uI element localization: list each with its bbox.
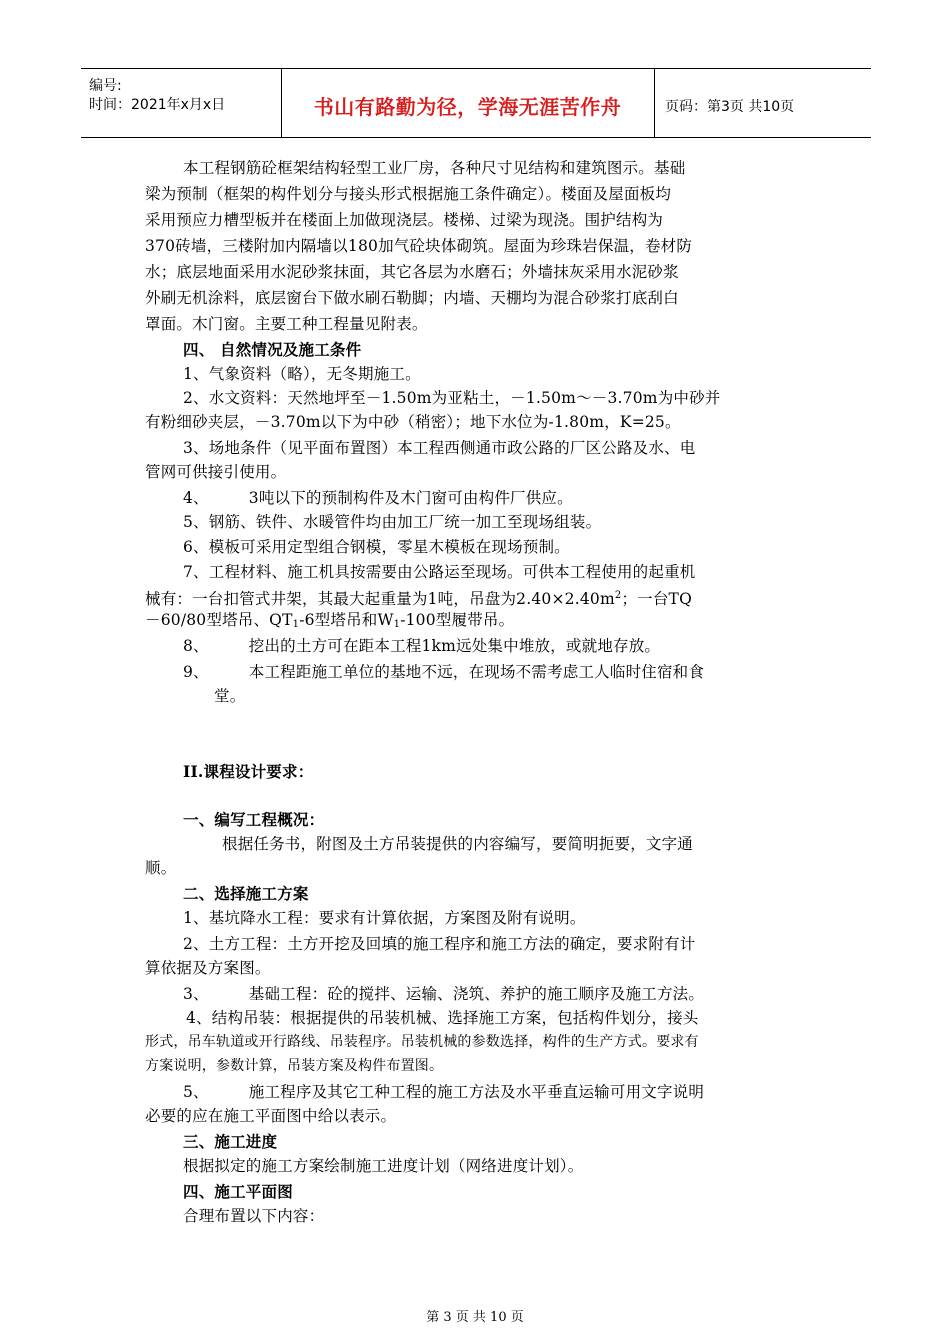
page-footer: 第 3 页 共 10 页 (426, 1310, 524, 1325)
header-page-label: 页码：第3页 共10页 (665, 99, 795, 115)
paragraph-line: 本工程钢筋砼框架结构轻型工业厂房，各种尺寸见结构和建筑图示。基础 (183, 159, 686, 177)
list-item-continuation (145, 608, 514, 637)
list-text: 基础工程：砼的搅拌、运输、浇筑、养护的施工顺序及施工方法。 (248, 985, 705, 1003)
paragraph-line: 梁为预制（框架的构件划分与接头形式根据施工条件确定）。楼面及屋面板均 (145, 185, 672, 203)
superscript: 2 (614, 590, 622, 601)
list-item (183, 660, 704, 684)
paragraph-line: 根据拟定的施工方案绘制施工进度计划（网络进度计划）。 (183, 1157, 584, 1175)
text-run: -6型塔吊和W (299, 611, 394, 629)
list-number: 9、 (183, 663, 209, 681)
header-meta (89, 77, 225, 115)
subscript: 1 (393, 619, 401, 630)
list-text: 本工程距施工单位的基地不远，在现场不需考虑工人临时住宿和食 (248, 663, 705, 681)
list-item: 2、土方工程：土方开挖及回填的施工程序和施工方法的确定，要求附有计 (183, 935, 696, 953)
subscript: 1 (292, 619, 300, 630)
code-label: 编号: (89, 78, 122, 94)
list-item-continuation: 算依据及方案图。 (145, 959, 271, 977)
list-item (183, 1080, 704, 1104)
requirement-heading: 二、选择施工方案 (183, 884, 309, 903)
section-heading: 四、 自然情况及施工条件 (183, 340, 362, 359)
list-item: 6、模板可采用定型组合钢模，零星木模板在现场预制。 (183, 538, 570, 556)
list-number: 5、 (183, 1083, 209, 1101)
list-number: 3、 (183, 985, 209, 1003)
header-divider (654, 69, 655, 137)
page-header (81, 68, 871, 138)
list-item-continuation: 方案说明，参数计算，吊装方案及构件布置图。 (145, 1058, 444, 1074)
list-item-continuation: 有粉细砂夹层，－3.70m以下为中砂（稍密）；地下水位为-1.80m，K=25。 (145, 413, 681, 431)
list-text: 3吨以下的预制构件及木门窗可由构件厂供应。 (248, 489, 573, 507)
section-title: II.课程设计要求： (183, 762, 314, 781)
paragraph-line: 根据任务书，附图及土方吊装提供的内容编写，要简明扼要，文字通 (222, 835, 694, 853)
list-item (183, 634, 660, 658)
paragraph-line: 外刷无机涂料，底层窗台下做水刷石勒脚；内墙、天棚均为混合砂浆打底刮白 (145, 289, 679, 307)
list-item-continuation (145, 584, 692, 611)
paragraph-line: 合理布置以下内容： (183, 1207, 325, 1225)
list-item-continuation: 必要的应在施工平面图中给以表示。 (145, 1107, 397, 1125)
list-number: 4、 (183, 489, 209, 507)
requirement-heading: 三、施工进度 (183, 1132, 278, 1151)
requirement-heading: 一、编写工程概况： (183, 810, 325, 829)
time-label: 时间：2021年x月x日 (89, 97, 226, 113)
paragraph-line: 370砖墙，三楼附加内隔墙以180加气砼块体砌筑。屋面为珍珠岩保温，卷材防 (145, 237, 693, 255)
list-text: 挖出的土方可在距本工程1km远处集中堆放，或就地存放。 (248, 637, 661, 655)
paragraph-line: 罩面。木门窗。主要工种工程量见附表。 (145, 315, 428, 333)
list-item (183, 486, 573, 510)
text-run: -100型履带吊。 (400, 611, 515, 629)
list-item-continuation: 堂。 (214, 687, 246, 705)
requirement-heading: 四、施工平面图 (183, 1182, 293, 1201)
list-item-continuation: 管网可供接引使用。 (145, 463, 287, 481)
list-item: 2、水文资料：天然地坪至－1.50m为亚粘土，－1.50m～－3.70m为中砂并 (183, 389, 721, 407)
list-item (183, 982, 704, 1006)
text-run: 械有：一台扣管式井架，其最大起重量为1吨，吊盘为2.40×2.40m (145, 590, 615, 608)
list-item: 4、结构吊装：根据提供的吊装机械、选择施工方案，包括构件划分，接头 (186, 1009, 699, 1027)
list-item-continuation: 形式，吊车轨道或开行路线、吊装程序。吊装机械的参数选择，构件的生产方式。要求有 (145, 1034, 699, 1050)
paragraph-line: 顺。 (145, 859, 177, 877)
list-text: 施工程序及其它工种工程的施工方法及水平垂直运输可用文字说明 (248, 1083, 705, 1101)
paragraph-line: 采用预应力槽型板并在楼面上加做现浇层。楼梯、过梁为现浇。围护结构为 (145, 211, 664, 229)
paragraph-line: 水；底层地面采用水泥砂浆抹面，其它各层为水磨石；外墙抹灰采用水泥砂浆 (145, 263, 679, 281)
list-item: 7、工程材料、施工机具按需要由公路运至现场。可供本工程使用的起重机 (183, 563, 696, 581)
list-item: 1、气象资料（略），无冬期施工。 (183, 365, 421, 383)
list-item: 5、钢筋、铁件、水暖管件均由加工厂统一加工至现场组装。 (183, 513, 602, 531)
text-run: －60/80型塔吊、QT (145, 611, 293, 629)
list-number: 8、 (183, 637, 209, 655)
header-motto: 书山有路勤为径，学海无涯苦作舟 (313, 95, 622, 119)
text-run: ；一台TQ (621, 590, 692, 608)
list-item: 3、场地条件（见平面布置图）本工程西侧通市政公路的厂区公路及水、电 (183, 439, 696, 457)
list-item: 1、基坑降水工程：要求有计算依据，方案图及附有说明。 (183, 909, 586, 927)
